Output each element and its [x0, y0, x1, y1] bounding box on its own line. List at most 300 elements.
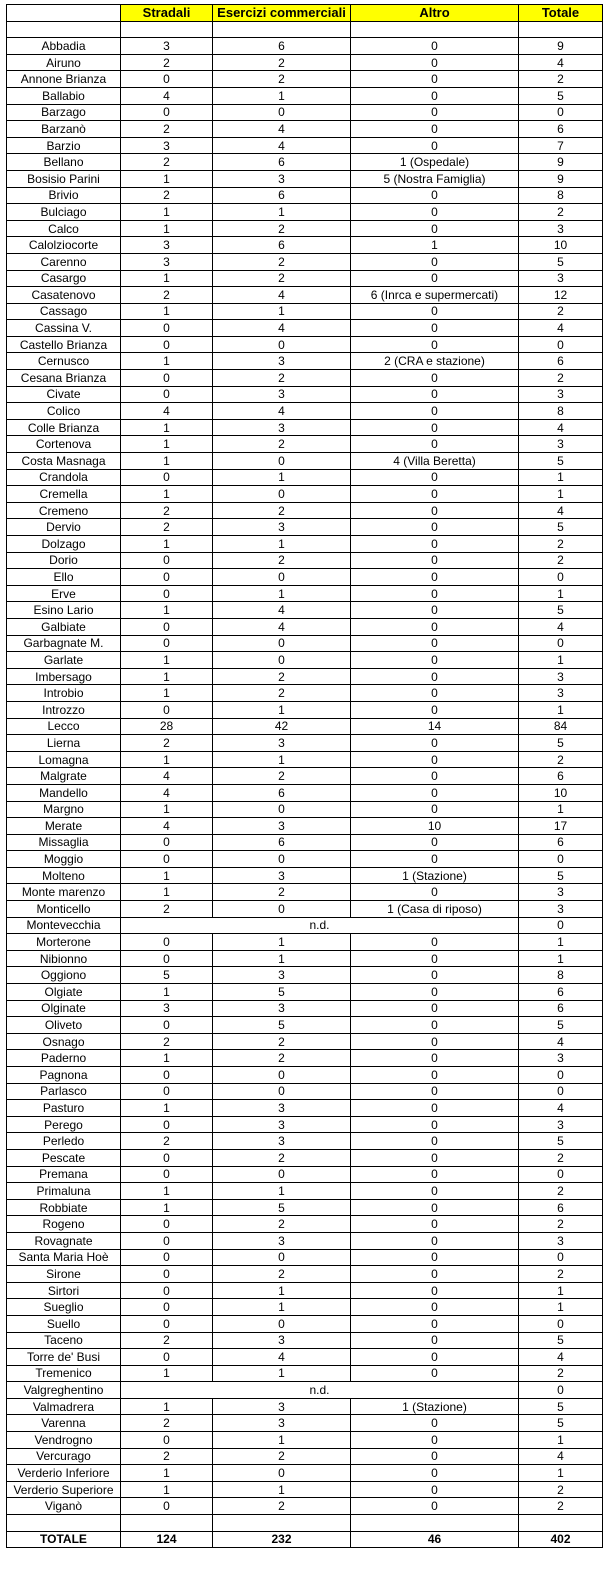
spacer-cell	[213, 1515, 351, 1532]
totale-cell: 1	[519, 469, 603, 486]
totale-cell: 2	[519, 552, 603, 569]
table-row	[7, 237, 603, 254]
table-row	[7, 502, 603, 519]
stradali-cell: 0	[121, 934, 213, 951]
comune-cell: Calolziocorte	[7, 237, 121, 254]
comune-cell: Tremenico	[7, 1365, 121, 1382]
stradali-cell: 2	[121, 1332, 213, 1349]
comune-cell: Introbio	[7, 685, 121, 702]
totale-cell: 3	[519, 270, 603, 287]
comune-cell: Dervio	[7, 519, 121, 536]
esercizi-cell: 6	[213, 834, 351, 851]
altro-cell: 0	[351, 668, 519, 685]
stradali-cell: 3	[121, 237, 213, 254]
esercizi-cell: 2	[213, 1149, 351, 1166]
esercizi-cell: 6	[213, 154, 351, 171]
stradali-cell: 1	[121, 204, 213, 221]
comune-cell: Bellano	[7, 154, 121, 171]
altro-cell: 4 (Villa Beretta)	[351, 453, 519, 470]
stradali-cell: 1	[121, 170, 213, 187]
totale-cell: 3	[519, 436, 603, 453]
comune-cell: Moggio	[7, 851, 121, 868]
esercizi-cell: 2	[213, 884, 351, 901]
esercizi-cell: 1	[213, 751, 351, 768]
comune-cell: Garlate	[7, 652, 121, 669]
comune-cell: Olgiate	[7, 984, 121, 1001]
table-row	[7, 701, 603, 718]
stradali-cell: 0	[121, 1116, 213, 1133]
totale-cell: 4	[519, 320, 603, 337]
esercizi-cell: 5	[213, 984, 351, 1001]
table-row	[7, 1017, 603, 1034]
table-row	[7, 1481, 603, 1498]
comune-cell: Suello	[7, 1315, 121, 1332]
esercizi-cell: 1	[213, 1299, 351, 1316]
table-row	[7, 984, 603, 1001]
comune-cell: Dolzago	[7, 536, 121, 553]
stradali-cell: 1	[121, 751, 213, 768]
comune-cell: Monticello	[7, 901, 121, 918]
altro-cell: 0	[351, 618, 519, 635]
totale-cell: 2	[519, 751, 603, 768]
comune-cell: Ello	[7, 569, 121, 586]
table-row	[7, 137, 603, 154]
altro-cell: 0	[351, 1017, 519, 1034]
esercizi-cell: 4	[213, 403, 351, 420]
altro-cell: 0	[351, 486, 519, 503]
header-stradali: Stradali	[121, 5, 213, 22]
altro-cell: 0	[351, 801, 519, 818]
header-altro: Altro	[351, 5, 519, 22]
esercizi-cell: 6	[213, 237, 351, 254]
comune-cell: Oggiono	[7, 967, 121, 984]
comune-cell: Civate	[7, 386, 121, 403]
totale-cell: 12	[519, 287, 603, 304]
stradali-cell: 28	[121, 718, 213, 735]
altro-cell: 0	[351, 652, 519, 669]
totale-cell: 3	[519, 668, 603, 685]
esercizi-cell: 4	[213, 121, 351, 138]
table-row	[7, 818, 603, 835]
table-row	[7, 602, 603, 619]
stradali-cell: 2	[121, 1448, 213, 1465]
table-row	[7, 519, 603, 536]
stradali-cell: 0	[121, 1349, 213, 1366]
altro-cell: 0	[351, 386, 519, 403]
table-row	[7, 1199, 603, 1216]
stradali-cell: 1	[121, 602, 213, 619]
totale-cell: 1	[519, 950, 603, 967]
comune-cell: Rovagnate	[7, 1232, 121, 1249]
totale-cell: 2	[519, 1498, 603, 1515]
esercizi-cell: 2	[213, 1498, 351, 1515]
table-row	[7, 1448, 603, 1465]
totale-cell: 3	[519, 685, 603, 702]
altro-cell: 2 (CRA e stazione)	[351, 353, 519, 370]
spacer-cell	[351, 21, 519, 38]
altro-cell: 0	[351, 1481, 519, 1498]
totale-cell: 4	[519, 1349, 603, 1366]
esercizi-cell: 4	[213, 1349, 351, 1366]
esercizi-cell: 3	[213, 735, 351, 752]
esercizi-cell: 2	[213, 552, 351, 569]
altro-cell: 0	[351, 519, 519, 536]
altro-cell: 0	[351, 984, 519, 1001]
table-row	[7, 1232, 603, 1249]
altro-cell: 0	[351, 1232, 519, 1249]
comune-cell: Mandello	[7, 784, 121, 801]
table-row	[7, 1249, 603, 1266]
comune-cell: Cremella	[7, 486, 121, 503]
table-row	[7, 1033, 603, 1050]
comune-cell: Malgrate	[7, 768, 121, 785]
stradali-cell: 2	[121, 502, 213, 519]
totale-cell: 6	[519, 1199, 603, 1216]
comune-cell: Merate	[7, 818, 121, 835]
esercizi-cell: 3	[213, 1000, 351, 1017]
altro-cell: 0	[351, 253, 519, 270]
totale-cell: 10	[519, 237, 603, 254]
table-row	[7, 851, 603, 868]
totale-cell: 9	[519, 154, 603, 171]
stradali-cell: 0	[121, 370, 213, 387]
comune-cell: Galbiate	[7, 618, 121, 635]
stradali-cell: 1	[121, 1199, 213, 1216]
esercizi-cell: 2	[213, 370, 351, 387]
stradali-cell: 1	[121, 884, 213, 901]
esercizi-cell: 3	[213, 170, 351, 187]
esercizi-cell: 3	[213, 419, 351, 436]
comune-cell: Verderio Inferiore	[7, 1465, 121, 1482]
esercizi-cell: 1	[213, 701, 351, 718]
altro-cell: 0	[351, 1249, 519, 1266]
table-row	[7, 1000, 603, 1017]
comune-cell: Lierna	[7, 735, 121, 752]
comune-cell: Oliveto	[7, 1017, 121, 1034]
altro-cell: 6 (Inrca e supermercati)	[351, 287, 519, 304]
totale-cell: 0	[519, 1249, 603, 1266]
comune-cell: Valgreghentino	[7, 1382, 121, 1399]
altro-cell: 0	[351, 1432, 519, 1449]
data-table	[6, 4, 603, 1548]
stradali-cell: 2	[121, 1415, 213, 1432]
esercizi-cell: 2	[213, 436, 351, 453]
stradali-cell: 1	[121, 453, 213, 470]
altro-cell: 1	[351, 237, 519, 254]
altro-cell: 0	[351, 1448, 519, 1465]
stradali-cell: 1	[121, 984, 213, 1001]
comune-cell: Vendrogno	[7, 1432, 121, 1449]
table-row	[7, 104, 603, 121]
altro-cell: 10	[351, 818, 519, 835]
comune-cell: Casargo	[7, 270, 121, 287]
totale-cell: 4	[519, 419, 603, 436]
totale-cell: 6	[519, 984, 603, 1001]
esercizi-cell: 3	[213, 353, 351, 370]
comune-cell: Dorio	[7, 552, 121, 569]
comune-cell: Lomagna	[7, 751, 121, 768]
totale-cell: 2	[519, 1216, 603, 1233]
comune-cell: Sueglio	[7, 1299, 121, 1316]
stradali-cell: 1	[121, 486, 213, 503]
stradali-cell: 1	[121, 436, 213, 453]
totale-cell: 5	[519, 453, 603, 470]
comune-cell: Torre de' Busi	[7, 1349, 121, 1366]
stradali-cell: 0	[121, 386, 213, 403]
stradali-cell: 0	[121, 1083, 213, 1100]
esercizi-cell: 6	[213, 784, 351, 801]
totale-cell: 5	[519, 87, 603, 104]
table-row	[7, 1365, 603, 1382]
table-row	[7, 419, 603, 436]
altro-cell: 0	[351, 419, 519, 436]
table-row	[7, 1398, 603, 1415]
stradali-cell: 1	[121, 685, 213, 702]
esercizi-cell: 1	[213, 1432, 351, 1449]
totale-cell: 2	[519, 1365, 603, 1382]
totale-cell: 1	[519, 801, 603, 818]
altro-cell: 0	[351, 1365, 519, 1382]
esercizi-cell: 2	[213, 253, 351, 270]
totale-cell: 9	[519, 38, 603, 55]
comune-cell: Sirtori	[7, 1282, 121, 1299]
esercizi-cell: 0	[213, 901, 351, 918]
spacer-cell	[121, 1515, 213, 1532]
esercizi-cell: 4	[213, 137, 351, 154]
esercizi-cell: 1	[213, 536, 351, 553]
comune-cell: Molteno	[7, 867, 121, 884]
table-row	[7, 967, 603, 984]
altro-cell: 0	[351, 934, 519, 951]
table-row	[7, 735, 603, 752]
totale-cell: 3	[519, 1050, 603, 1067]
altro-cell: 0	[351, 1133, 519, 1150]
esercizi-cell: 2	[213, 668, 351, 685]
esercizi-cell: 2	[213, 220, 351, 237]
totale-cell: 0	[519, 635, 603, 652]
totale-cell: 5	[519, 867, 603, 884]
stradali-cell: 1	[121, 303, 213, 320]
comune-cell: Parlasco	[7, 1083, 121, 1100]
esercizi-cell: 0	[213, 104, 351, 121]
table-row	[7, 768, 603, 785]
altro-cell: 0	[351, 1349, 519, 1366]
totale-cell: 0	[519, 917, 603, 934]
esercizi-cell: 5	[213, 1017, 351, 1034]
comune-cell: Costa Masnaga	[7, 453, 121, 470]
altro-cell: 0	[351, 336, 519, 353]
stradali-cell: 0	[121, 1498, 213, 1515]
totale-cell: 1	[519, 652, 603, 669]
totale-cell: 10	[519, 784, 603, 801]
altro-cell: 0	[351, 87, 519, 104]
totale-cell: 1	[519, 1432, 603, 1449]
stradali-cell: 3	[121, 253, 213, 270]
altro-cell: 0	[351, 1199, 519, 1216]
esercizi-cell: 4	[213, 287, 351, 304]
esercizi-cell: 0	[213, 569, 351, 586]
table-row	[7, 1332, 603, 1349]
comune-cell: Taceno	[7, 1332, 121, 1349]
altro-cell: 0	[351, 187, 519, 204]
totale-cell: 3	[519, 220, 603, 237]
stradali-cell: 3	[121, 38, 213, 55]
totale-cell: 0	[519, 851, 603, 868]
stradali-cell: 0	[121, 71, 213, 88]
table-row	[7, 1415, 603, 1432]
esercizi-cell: 4	[213, 618, 351, 635]
comune-cell: Premana	[7, 1166, 121, 1183]
comune-cell: Paderno	[7, 1050, 121, 1067]
comune-cell: Monte marenzo	[7, 884, 121, 901]
table-row	[7, 1050, 603, 1067]
esercizi-cell: 5	[213, 1199, 351, 1216]
stradali-cell: 1	[121, 1398, 213, 1415]
table-row	[7, 635, 603, 652]
table-row	[7, 87, 603, 104]
table-row	[7, 1133, 603, 1150]
altro-cell: 0	[351, 569, 519, 586]
altro-cell: 0	[351, 1315, 519, 1332]
altro-cell: 0	[351, 469, 519, 486]
altro-cell: 0	[351, 270, 519, 287]
stradali-cell: 1	[121, 1100, 213, 1117]
comune-cell: Pagnona	[7, 1067, 121, 1084]
comune-cell: Pescate	[7, 1149, 121, 1166]
altro-cell: 0	[351, 436, 519, 453]
table-row	[7, 1183, 603, 1200]
esercizi-cell: 1	[213, 1282, 351, 1299]
altro-cell: 0	[351, 1100, 519, 1117]
altro-cell: 0	[351, 1067, 519, 1084]
table-row	[7, 270, 603, 287]
table-row	[7, 652, 603, 669]
table-row	[7, 1149, 603, 1166]
stradali-cell: 1	[121, 270, 213, 287]
table-row	[7, 751, 603, 768]
esercizi-cell: 3	[213, 1116, 351, 1133]
totale-cell: 1	[519, 486, 603, 503]
altro-cell: 0	[351, 54, 519, 71]
table-row	[7, 469, 603, 486]
spacer-row	[7, 1515, 603, 1532]
stradali-cell: 1	[121, 1481, 213, 1498]
stradali-cell: 0	[121, 1282, 213, 1299]
totale-cell: 6	[519, 834, 603, 851]
altro-cell: 0	[351, 884, 519, 901]
spacer-cell	[7, 1515, 121, 1532]
table-row	[7, 54, 603, 71]
altro-cell: 0	[351, 735, 519, 752]
comune-cell: Annone Brianza	[7, 71, 121, 88]
table-row	[7, 1498, 603, 1515]
esercizi-cell: 0	[213, 801, 351, 818]
totale-cell: 17	[519, 818, 603, 835]
stradali-cell: 0	[121, 1299, 213, 1316]
esercizi-cell: 3	[213, 386, 351, 403]
esercizi-cell: 1	[213, 469, 351, 486]
table-row	[7, 336, 603, 353]
altro-cell: 0	[351, 784, 519, 801]
totale-cell: 0	[519, 1382, 603, 1399]
totale-cell: 1	[519, 1465, 603, 1482]
spacer-cell	[519, 1515, 603, 1532]
totale-cell: 0	[519, 569, 603, 586]
stradali-cell: 0	[121, 1266, 213, 1283]
totale-cell: 0	[519, 336, 603, 353]
esercizi-cell: 2	[213, 768, 351, 785]
comune-cell: Carenno	[7, 253, 121, 270]
altro-cell: 0	[351, 403, 519, 420]
altro-cell: 0	[351, 967, 519, 984]
table-row	[7, 718, 603, 735]
comune-cell: Margno	[7, 801, 121, 818]
totale-cell: 0	[519, 104, 603, 121]
totale-cell: 1	[519, 934, 603, 951]
totale-cell: 3	[519, 1232, 603, 1249]
altro-cell: 0	[351, 104, 519, 121]
stradali-cell: 4	[121, 87, 213, 104]
esercizi-cell: 1	[213, 1183, 351, 1200]
totale-cell: 0	[519, 1166, 603, 1183]
totale-cell: 2	[519, 71, 603, 88]
stradali-cell: 0	[121, 1166, 213, 1183]
comune-cell: Cassina V.	[7, 320, 121, 337]
totale-cell: 2	[519, 1149, 603, 1166]
totale-cell: 1	[519, 585, 603, 602]
table-row	[7, 170, 603, 187]
table-row	[7, 1166, 603, 1183]
table-row	[7, 71, 603, 88]
comune-cell: Barzanò	[7, 121, 121, 138]
stradali-cell: 2	[121, 154, 213, 171]
stradali-cell: 1	[121, 652, 213, 669]
esercizi-cell: 3	[213, 867, 351, 884]
altro-cell: 0	[351, 303, 519, 320]
altro-cell: 0	[351, 950, 519, 967]
esercizi-cell: 1	[213, 950, 351, 967]
stradali-cell: 0	[121, 469, 213, 486]
altro-cell: 0	[351, 204, 519, 221]
table-row	[7, 950, 603, 967]
stradali-cell: 0	[121, 1067, 213, 1084]
stradali-cell: 1	[121, 419, 213, 436]
altro-cell: 5 (Nostra Famiglia)	[351, 170, 519, 187]
altro-cell: 0	[351, 121, 519, 138]
stradali-cell: 4	[121, 403, 213, 420]
totale-cell: 3	[519, 884, 603, 901]
altro-cell: 0	[351, 701, 519, 718]
table-row	[7, 801, 603, 818]
totale-cell: 84	[519, 718, 603, 735]
altro-cell: 0	[351, 1415, 519, 1432]
table-row	[7, 784, 603, 801]
spacer-row	[7, 21, 603, 38]
stradali-cell: 1	[121, 220, 213, 237]
esercizi-cell: 1	[213, 1481, 351, 1498]
stradali-cell: 0	[121, 1315, 213, 1332]
esercizi-cell: 3	[213, 1415, 351, 1432]
altro-cell: 0	[351, 1033, 519, 1050]
totale-cell: 6	[519, 353, 603, 370]
altro-cell: 0	[351, 1498, 519, 1515]
comune-cell: Airuno	[7, 54, 121, 71]
esercizi-cell: 1	[213, 1365, 351, 1382]
altro-cell: 1 (Ospedale)	[351, 154, 519, 171]
comune-cell: Perledo	[7, 1133, 121, 1150]
table-row	[7, 569, 603, 586]
esercizi-cell: 2	[213, 270, 351, 287]
